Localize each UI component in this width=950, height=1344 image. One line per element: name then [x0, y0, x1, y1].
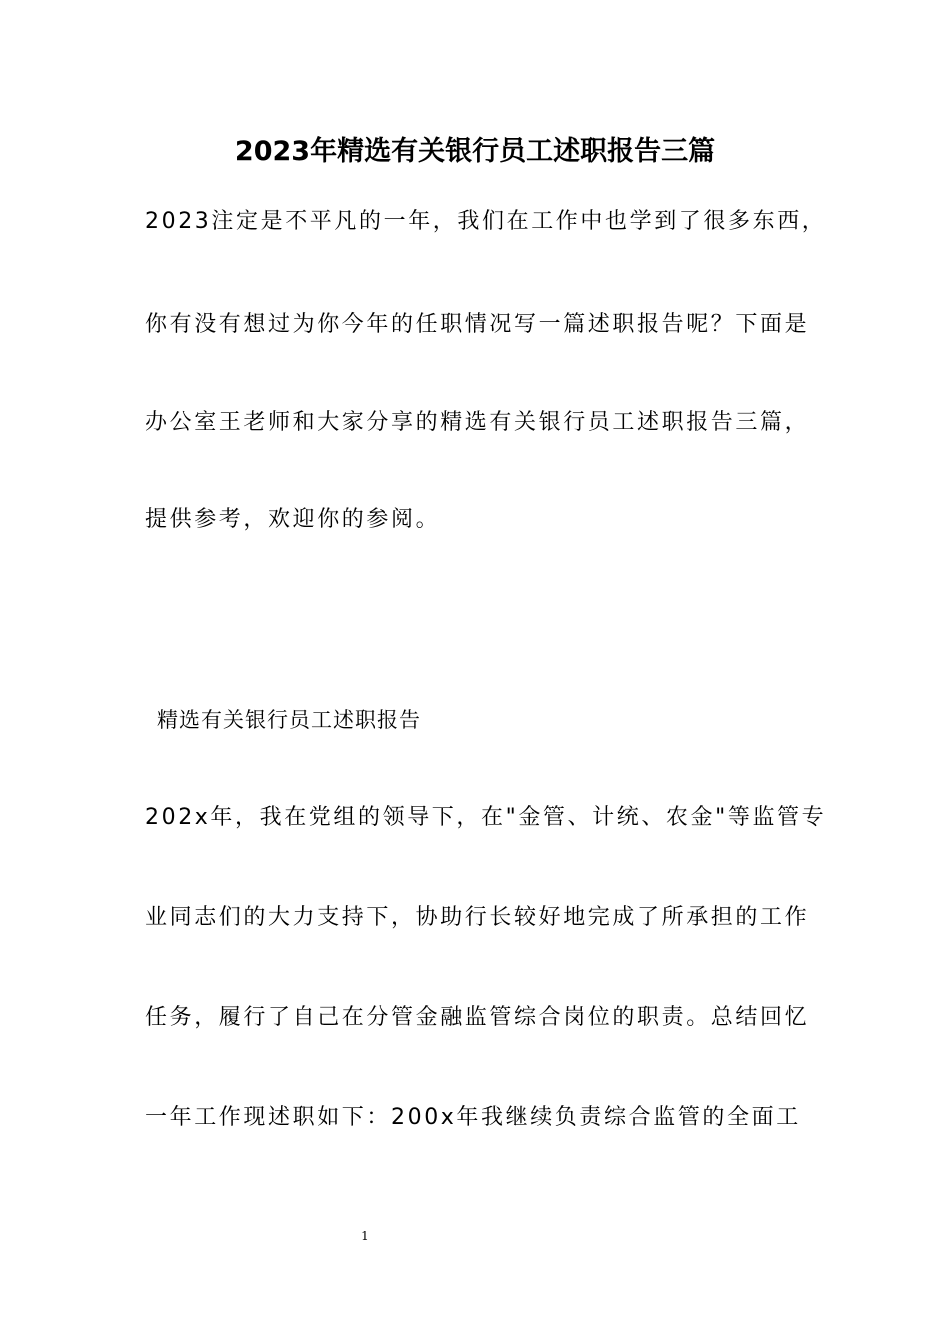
body-line: 任务，履行了自己在分管金融监管综合岗位的职责。总结回忆	[145, 1005, 810, 1030]
intro-line: 2023注定是不平凡的一年，我们在工作中也学到了很多东西，	[145, 209, 827, 234]
intro-line: 办公室王老师和大家分享的精选有关银行员工述职报告三篇，	[145, 410, 810, 435]
body-line: 202x年，我在党组的领导下，在"金管、计统、农金"等监管专	[145, 805, 827, 830]
body-line: 业同志们的大力支持下，协助行长较好地完成了所承担的工作	[145, 905, 810, 930]
intro-line: 你有没有想过为你今年的任职情况写一篇述职报告呢？下面是	[145, 312, 810, 337]
section-heading: 精选有关银行员工述职报告	[157, 708, 421, 732]
document-title: 2023年精选有关银行员工述职报告三篇	[234, 136, 716, 167]
page-number: 1	[361, 1229, 369, 1243]
intro-line: 提供参考，欢迎你的参阅。	[145, 507, 441, 532]
body-line: 一年工作现述职如下：200x年我继续负责综合监管的全面工	[145, 1105, 801, 1130]
